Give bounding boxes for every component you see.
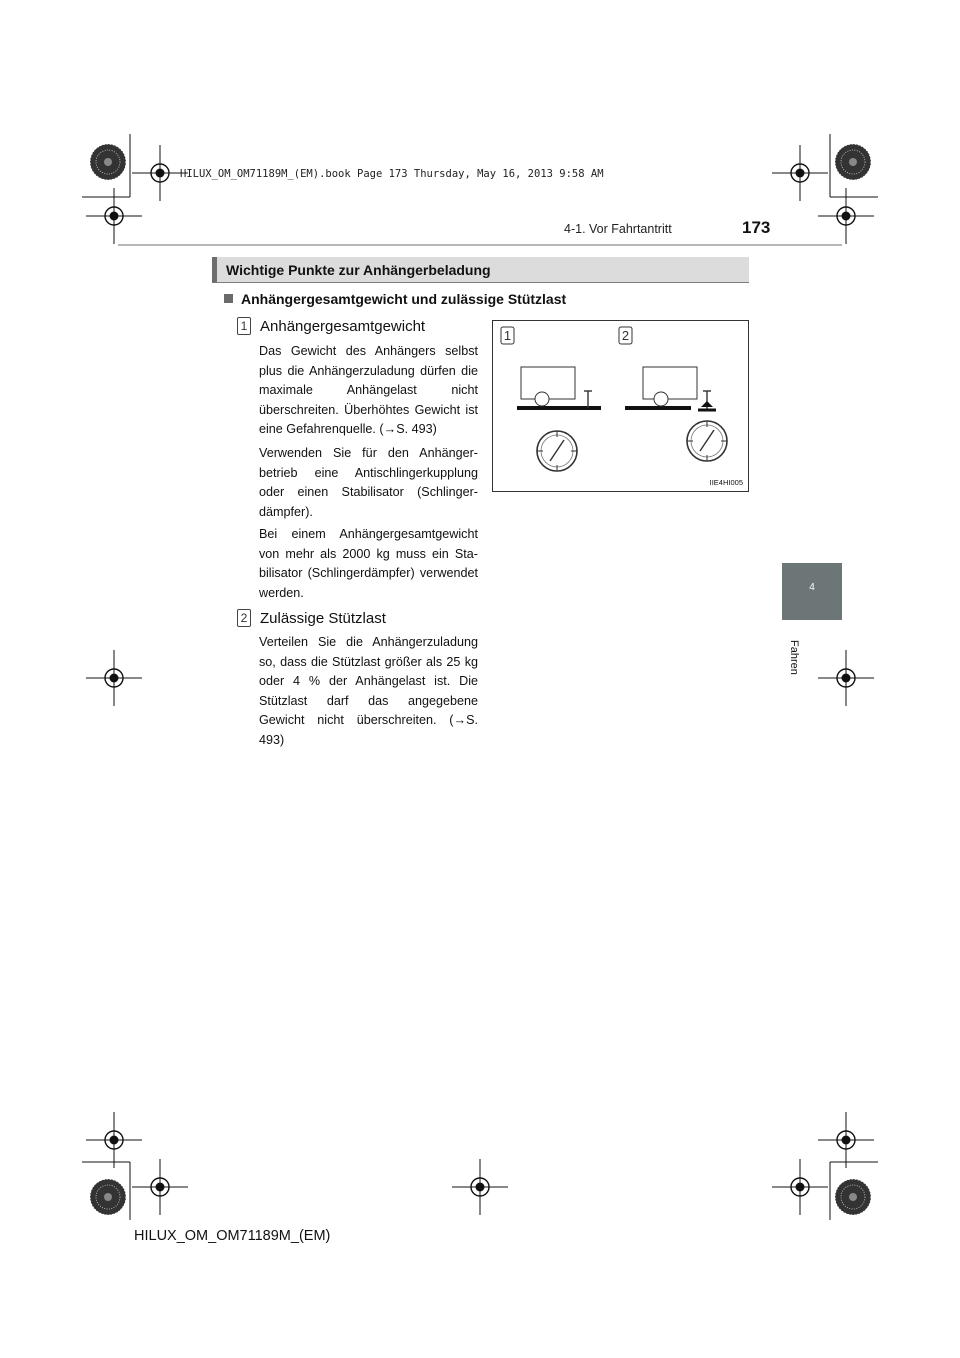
chapter-label: Fahren — [788, 640, 800, 675]
chapter-number: 4 — [809, 582, 815, 593]
subheading-text: Anhängergesamtgewicht und zulässige Stützlast — [241, 291, 567, 307]
square-bullet-icon — [224, 294, 233, 303]
item-number-1-icon: 1 — [237, 317, 251, 335]
chapter-tab — [782, 563, 842, 620]
file-stamp: HILUX_OM_OM71189M_(EM).book Page 173 Thursday, May 16, 2013 9:58 AM — [180, 168, 604, 180]
running-header-section: 4-1. Vor Fahrtantritt — [564, 222, 672, 236]
item-title-1: Anhängergesamtgewicht — [260, 318, 426, 335]
paragraph-1-1: Das Gewicht des Anhängers selbst plus die Anhängerzuladung dürfen die maximale Anhängelast nicht überschreiten. Überhöhtes Gewicht ist eine Gefahrenquelle. (→S. 493) — [259, 344, 478, 436]
trailer-scale-diagram — [493, 321, 748, 491]
item-title-2: Zulässige Stützlast — [260, 610, 386, 627]
footer-doc-code: HILUX_OM_OM71189M_(EM) — [134, 1228, 331, 1244]
figure-label-2: 2 — [621, 328, 630, 343]
trailer-weight-illustration — [492, 320, 749, 492]
section-heading: Wichtige Punkte zur Anhängerbeladung — [226, 262, 491, 278]
item-number-2-icon: 2 — [237, 609, 251, 627]
paragraph-1-2: Verwenden Sie für den Anhängerbetrieb eine Antischlingerkupplung oder einen Stabilisator (Schlingerdämpfer). — [259, 446, 478, 519]
subheading — [224, 291, 566, 307]
header-rule — [118, 244, 842, 246]
paragraph-2-1: Verteilen Sie die Anhängerzuladung so, dass die Stützlast größer als 25 kg oder 4 % der Anhängelast ist. Die Stützlast darf das angegebene Gewicht nicht überschreiten. (→S. 493) — [259, 635, 478, 747]
figure-label-1: 1 — [503, 328, 512, 343]
figure-code: IIE4HI005 — [709, 478, 743, 487]
paragraph-1-3: Bei einem Anhängergesamtgewicht von mehr als 2000 kg muss ein Stabilisator (Schlingerdämpfer) verwendet werden. — [259, 527, 478, 600]
section-heading-box — [212, 257, 749, 283]
page-number: 173 — [742, 218, 771, 237]
